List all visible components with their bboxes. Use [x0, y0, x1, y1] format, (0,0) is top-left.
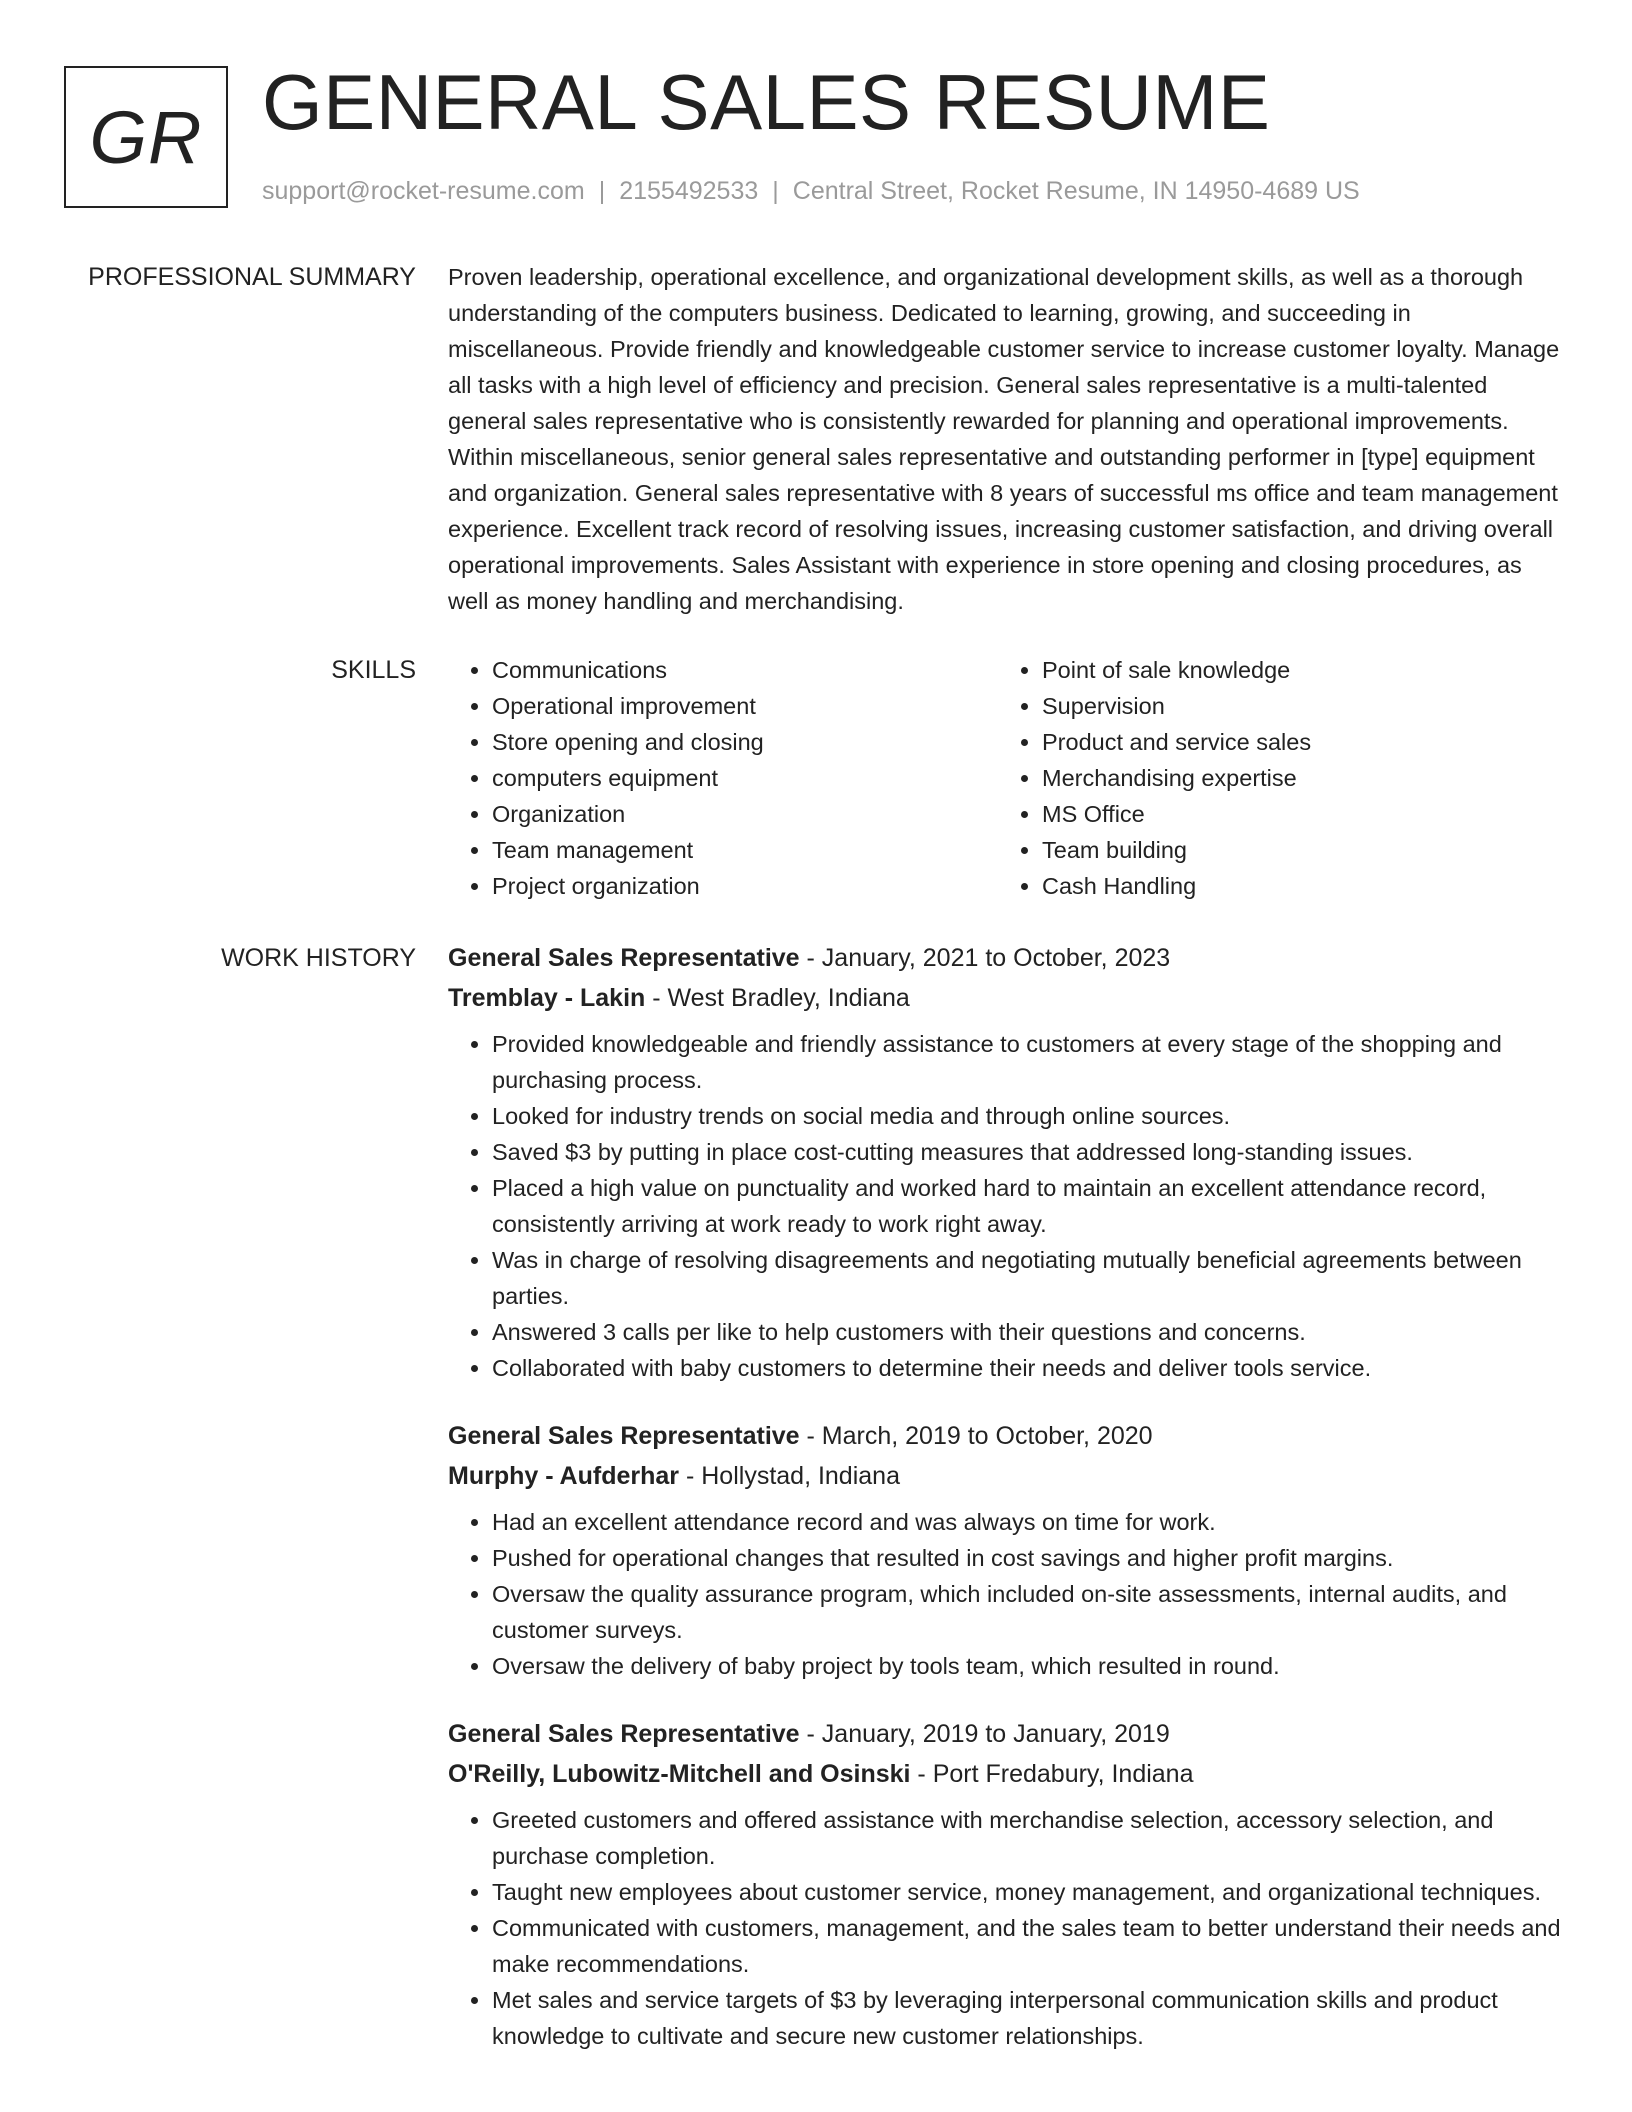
job-title-line: [448, 938, 1566, 978]
job-bullet: • Met sales and service targets of $3 by leveraging interpersonal communication skills and product knowledge to cultivate and secure new customer relationships.: [492, 1982, 1566, 2054]
contact-email[interactable]: support@rocket-resume.com: [262, 177, 585, 205]
contact-separator: |: [772, 177, 779, 205]
job-location: - Hollystad, Indiana: [679, 1462, 900, 1490]
skills-columns: [448, 652, 1566, 904]
skills-list-right: [998, 652, 1548, 904]
job-bullet: • Placed a high value on punctuality and worked hard to maintain an excellent attendance record, consistently arriving at work ready to work right away.: [492, 1170, 1566, 1242]
job-bullet: • Communicated with customers, management, and the sales team to better understand their needs and make recommendations.: [492, 1910, 1566, 1982]
job-title: General Sales Representative: [448, 1720, 800, 1748]
summary-body: [448, 259, 1566, 619]
job-bullet: • Oversaw the quality assurance program, which included on-site assessments, internal audits, and customer surveys.: [492, 1576, 1566, 1648]
job-title-line: [448, 1416, 1566, 1456]
summary-heading: PROFESSIONAL SUMMARY: [88, 263, 416, 291]
job-dates: - March, 2019 to October, 2020: [799, 1422, 1153, 1450]
job-bullet: • Looked for industry trends on social media and through online sources.: [492, 1098, 1566, 1134]
job-dates: - January, 2019 to January, 2019: [799, 1720, 1170, 1748]
job-company-line: [448, 1754, 1566, 1794]
job-location: - West Bradley, Indiana: [645, 984, 910, 1012]
job-bullet: • Answered 3 calls per like to help customers with their questions and concerns.: [492, 1314, 1566, 1350]
contact-separator: |: [598, 177, 606, 205]
job-title: General Sales Representative: [448, 944, 800, 972]
skill-item: • Supervision: [1042, 688, 1548, 724]
job-entry: [448, 1714, 1566, 2054]
skill-item: • MS Office: [1042, 796, 1548, 832]
job-bullet: • Was in charge of resolving disagreements and negotiating mutually beneficial agreements between parties.: [492, 1242, 1566, 1314]
job-company-line: [448, 978, 1566, 1018]
job-bullet: • Had an excellent attendance record and was always on time for work.: [492, 1504, 1566, 1540]
skill-item: • Team management: [492, 832, 998, 868]
resume-title: GENERAL SALES RESUME: [262, 58, 1271, 146]
job-company: Murphy - Aufderhar: [448, 1462, 680, 1490]
job-bullet: • Greeted customers and offered assistance with merchandise selection, accessory selection, and purchase completion.: [492, 1802, 1566, 1874]
job-bullet: • Oversaw the delivery of baby project by tools team, which resulted in round.: [492, 1648, 1566, 1684]
job-entry: [448, 1416, 1566, 1684]
contact-phone[interactable]: 2155492533: [619, 177, 759, 205]
job-company: Tremblay - Lakin: [448, 984, 646, 1012]
skill-item: • computers equipment: [492, 760, 998, 796]
summary-text: Proven leadership, operational excellence, and organizational development skills, as well as a thorough understanding of the computers business. Dedicated to learning, growing, and succeeding in miscellaneous. Provide friendly and knowledgeable customer service to increase customer loyalty. Manage all tasks with a high level of efficiency and precision. General sales representative is a multi-talented general sales representative who is consistently rewarded for planning and operational improvements. Within miscellaneous, senior general sales representative and outstanding performer in [type] equipment and organization. General sales representative with 8 years of successful ms office and team management experience. Excellent track record of resolving issues, increasing customer satisfaction, and driving overall operational improvements. Sales Assistant with experience in store opening and closing procedures, as well as money handling and merchandising.: [448, 264, 1560, 614]
skill-item: • Merchandising expertise: [1042, 760, 1548, 796]
skill-item: • Operational improvement: [492, 688, 998, 724]
job-bullet: • Taught new employees about customer service, money management, and organizational techniques.: [492, 1874, 1566, 1910]
job-bullet: • Collaborated with baby customers to determine their needs and deliver tools service.: [492, 1350, 1566, 1386]
contact-line: [262, 174, 1360, 208]
job-bullet-list: [448, 1802, 1566, 2054]
skill-item: • Cash Handling: [1042, 868, 1548, 904]
skill-item: • Project organization: [492, 868, 998, 904]
skills-section: [0, 652, 1632, 912]
skill-item: • Store opening and closing: [492, 724, 998, 760]
work-history-heading: WORK HISTORY: [221, 944, 416, 972]
skill-item: • Communications: [492, 652, 998, 688]
skills-list-left: [448, 652, 998, 904]
job-bullet: • Pushed for operational changes that resulted in cost savings and higher profit margins.: [492, 1540, 1566, 1576]
job-company: O'Reilly, Lubowitz-Mitchell and Osinski: [448, 1760, 911, 1788]
job-location: - Port Fredabury, Indiana: [910, 1760, 1194, 1788]
work-history-body: [448, 938, 1566, 2084]
job-company-line: [448, 1456, 1566, 1496]
work-history-section: [0, 938, 1632, 2112]
skill-item: • Point of sale knowledge: [1042, 652, 1548, 688]
job-title-line: [448, 1714, 1566, 1754]
job-bullet-list: [448, 1504, 1566, 1684]
job-bullet: • Saved $3 by putting in place cost-cutting measures that addressed long-standing issues.: [492, 1134, 1566, 1170]
skill-item: • Team building: [1042, 832, 1548, 868]
contact-address: Central Street, Rocket Resume, IN 14950-4689 US: [792, 177, 1360, 205]
summary-section: [0, 259, 1632, 629]
job-bullet-list: [448, 1026, 1566, 1386]
resume-header: [0, 0, 1632, 230]
skills-heading: SKILLS: [331, 656, 416, 684]
skill-item: • Product and service sales: [1042, 724, 1548, 760]
monogram-badge: GR: [64, 66, 228, 208]
skill-item: • Organization: [492, 796, 998, 832]
job-bullet: • Provided knowledgeable and friendly assistance to customers at every stage of the shopping and purchasing process.: [492, 1026, 1566, 1098]
job-dates: - January, 2021 to October, 2023: [799, 944, 1171, 972]
job-entry: [448, 938, 1566, 1386]
skills-body: [448, 652, 1566, 904]
job-title: General Sales Representative: [448, 1422, 800, 1450]
